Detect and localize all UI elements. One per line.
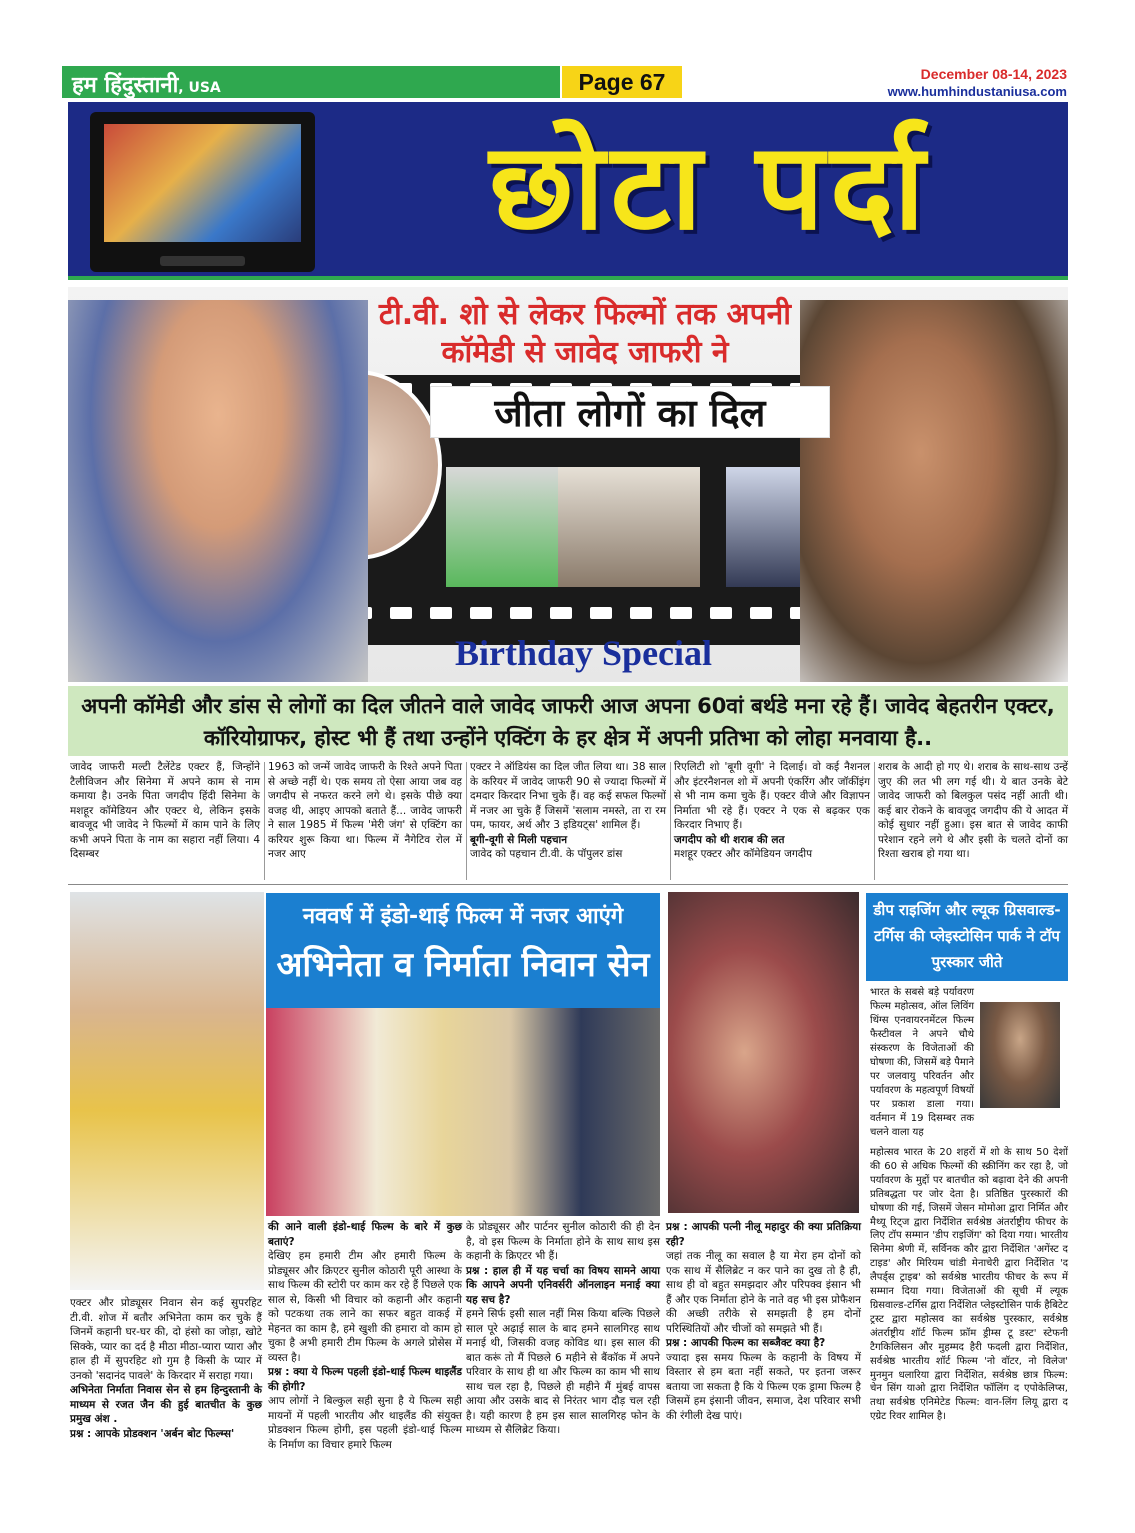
article-column: एक्टर ने ऑडियंस का दिल जीत लिया था। 38 साल के करियर में जावेद जाफरी 90 से ज्यादा फिल्मों में दमदार किरदार निभा चुके हैं। वह कई सफल फिल्मों में नजर आ चुके हैं जिसमें 'सलाम नमस्ते, ता रा रम पम, फायर, अर्थ और 3 इडियट्स' शामिल हैं। बूगी-वूगी से मिली पहचान जावेद को पहचान टी.वी. के पॉपुलर डांस	[470, 761, 666, 860]
article2-headline-main: अभिनेता व निर्माता निवान सेन	[276, 945, 650, 985]
group-photo	[266, 1008, 660, 1216]
subheading: बूगी-वूगी से मिली पहचान	[470, 833, 568, 846]
section-title: छोटा पर्दा	[489, 118, 931, 257]
article3-headline: डीप राइजिंग और ल्यूक ग्रिसवाल्ड-टर्गिस की प्लेइस्टोसिन पार्क ने टॉप पुरस्कार जीते	[866, 893, 1068, 981]
masthead-brand: हम हिंदुस्तानी, USA	[72, 73, 221, 98]
tv-stand	[160, 256, 245, 266]
article-column: शराब के आदी हो गए थे। शराब के साथ-साथ उन्हें जुए की लत भी लग गई थी। ये बात उनके बेटे जावेद जाफरी को बिलकुल पसंद नहीं आती थी। कई बार रोकने के बावजूद जगदीप की ये आदत में कोई सुधार नहीं हुआ। इस बात से जावेद काफी परेशान रहने लगे थे और इसी के चलते दोनों का रिश्ता खराब हो गया था।	[878, 761, 1068, 860]
birthday-special-tag: Birthday Special	[455, 633, 713, 673]
subheading: जगदीप को थी शराब की लत	[674, 833, 785, 846]
tv-illustration	[90, 112, 315, 272]
article-column: प्रश्न : आपकी पत्नी नीलू महादुर की क्या प्रतिक्रिया रही? जहां तक नीलू का सवाल है या मेरा हम दोनों को एक साथ में सैलिब्रेट न कर पाने का दुख तो है ही, साथ ही वो बहुत समझदार और परिपक्व इंसान भी हैं और एक निर्माता होने के नाते वह भी इस प्रोफैशन की अच्छी तरीके से समझती है हम दोनों परिस्थितियों और चीजों को समझते भी हैं। प्रश्न : आपकी फिल्म का सब्जैक्ट क्या है? ज्यादा इस समय फिल्म के कहानी के विषय में विस्तार से हम बता नहीं सकते, पर इतना जरूर बताया जा सकता है कि ये फिल्म एक ड्रामा फिल्म है जिसमें हम इंसानी जीवन, समाज, देश परिवार सभी की रंगीली देख पाएं।	[666, 1221, 861, 1422]
feature-headline-main: जीता लोगों का दिल	[430, 386, 830, 438]
website-link[interactable]: www.humhindustaniusa.com	[887, 84, 1067, 99]
feature-headline: टी.वी. शो से लेकर फिल्मों तक अपनी कॉमेडी से जावेद जाफरी ने	[378, 297, 792, 370]
article2-headline-top: नववर्ष में इंडो-थाई फिल्म में नजर आएंगे	[302, 904, 624, 929]
masthead-brand-bar	[62, 66, 560, 98]
jason-momoa-photo	[978, 1000, 1062, 1110]
article3-body: महोत्सव भारत के 20 शहरों में शो के साथ 50 देशों की 60 से अधिक फिल्मों की स्क्रीनिंग कर रहा है, जो पर्यावरण के मुद्दों पर बातचीत को बढ़ावा देने की अपनी प्रतिबद्धता पर जोर देता है। प्रतिष्ठित पुरस्कारों की घोषणा की गई, जिसमें जेसन मोमोआ द्वारा निर्मित और मैथ्यू रिट्ज द्वारा निर्देशित सर्वश्रेष्ठ अंतर्राष्ट्रीय फीचर के लिए टॉप सम्मान 'डीप राइजिंग' को दिया गया। भारतीय सिनेमा श्रेणी में, सर्विनक कौर द्वारा निर्देशित 'अगेंस्ट द टाइड' और मिरियम चांडी मेनाचेरी द्वारा निर्देशित 'द लैपर्ड्स ट्राइब' को सर्वश्रेष्ठ भारतीय फीचर के रूप में सम्मान दिया गया। विजेताओं की सूची में ल्यूक ग्रिसवाल्ड-टर्गिस द्वारा निर्देशित प्लेइस्टोसिन पार्क हैबिटेट ट्रस्ट द्वारा महोत्सव का सर्वश्रेष्ठ पुरस्कार, सर्वश्रेष्ठ अंतर्राष्ट्रीय शॉर्ट फिल्म फ्रॉम ड्रीम्स टू डस्ट' स्टेफनी टैगकिलिसन और मुहम्मद हैरी फदली द्वारा निर्देशित, सर्वश्रेष्ठ भारतीय शॉर्ट फिल्म 'नो वॉटर, नो विलेज' मुनमुन धलारिया द्वारा निर्देशित, सर्वश्रेष्ठ छात्र फिल्म: चेन सिंग याओ द्वारा निर्देशित फॉलिंग द एपोकेलिप्स, तथा सर्वश्रेष्ठ एनिमेटेड फिल्म: वान-लिंग लियू द्वारा द एग्रेट रिवर शामिल है।	[870, 1147, 1068, 1423]
article3-lead: भारत के सबसे बड़े पर्यावरण फिल्म महोत्सव, ऑल लिविंग थिंग्स एनवायरनमेंटल फिल्म फैस्टीवल ने अपने चौथे संस्करण के विजेताओं की घोषणा की, जिसमें बड़े पैमाने पर जलवायु परिवर्तन और पर्यावरण के महत्वपूर्ण विषयों पर प्रकाश डाला गया। वर्तमान में 19 दिसम्बर तक चलने वाला यह	[870, 987, 974, 1138]
feature-intro: अपनी कॉमेडी और डांस से लोगों का दिल जीतने वाले जावेद जाफरी आज अपना 60वां बर्थडे मना रहे हैं। जावेद बेहतरीन एक्टर, कॉरियोग्राफर, होस्ट भी हैं तथा उन्होंने एक्टिंग के हर क्षेत्र में अपनी प्रतिभा को लोहा मनवाया है..	[68, 686, 1068, 756]
article-column: एक्टर और प्रोड्यूसर निवान सेन कई सुपरहिट टी.वी. शोज में बतौर अभिनेता काम कर चुके हैं जिनमें कहानी घर-घर की, दो हंसो का जोड़ा, खोटे सिक्के, प्यार का दर्द है मीठा मीठा-प्यारा प्यारा और हाल ही में सुपरहिट शो गुम है किसी के प्यार में उनको 'सदानंद पावले' के किरदार में सराहा गया। अभिनेता निर्माता निवास सेन से हम हिन्दुस्तानी के माध्यम से रजत जैन की हुई बातचीत के कुछ प्रमुख अंश . प्रश्न : आपके प्रोडक्शन 'अर्बन बोट फिल्म्स'	[70, 1297, 262, 1440]
tv-screen-image	[104, 124, 301, 242]
article-column: जावेद जाफरी मल्टी टैलेंटेड एक्टर हैं, जिन्होंने टैलीविजन और सिनेमा में अपने काम से नाम कमाया है। उनके पिता जगदीप हिंदी सिनेमा के मशहूर कॉमेडियन और एक्टर थे, लेकिन इसके बावजूद भी जावेद ने फिल्मों में काम पाने के लिए कभी अपने पिता के नाम का सहारा नहीं लिया। 4 दिसम्बर	[70, 761, 260, 860]
article-column: की आने वाली इंडो-थाई फिल्म के बारे में कुछ बताएं? देखिए हम हमारी टीम और हमारी फिल्म के प्रोड्यूसर और क्रिएटर सुनील कोठारी पूरी आस्था के साथ फिल्म की स्टोरी पर काम कर रहे हैं पिछले एक साल से, किसी भी विचार को कहानी और कहानी को पटकथा तक लाने का सफर बहुत वाकई में मेहनत का काम है, हमे खुशी की हमारा वो काम हो चुका है अभी हमारी टीम फिल्म के अगले प्रोसेस में व्यस्त है। प्रश्न : क्या ये फिल्म पहली इंडो-थाई फिल्म थाइलैंड की होगी? आप लोगों ने बिल्कुल सही सुना है ये फिल्म सही मायनों में पहली भारतीय और थाइलैंड की संयुक्त प्रोडक्शन फिल्म होगी, इस पहली इंडो-थाई फिल्म के निर्माण का विचार हमारे फिल्म	[268, 1221, 462, 1451]
article-column: 1963 को जन्में जावेद जाफरी के रिश्ते अपने पिता से अच्छे नहीं थे। एक समय तो ऐसा आया जब वह जगदीप से नफरत करने लगे थे। इसके पीछे क्या वजह थी, आइए आपको बताते हैं... जावेद जाफरी ने साल 1985 में फिल्म 'मेरी जंग' से एक्टिंग का करियर शुरू किया था। फिल्म में नैगेटिव रोल में नजर आए	[268, 761, 462, 860]
article2-headline-box	[266, 893, 660, 1008]
article-column: रिएलिटी शो 'बूगी वूगी' ने दिलाई। वो कई नैशनल और इंटरनैशनल शो में अपनी एंकरिंग और जॉकींइंग से भी नाम कमा चुके हैं। एक्टर वीजे और विज्ञापन निर्माता भी रहे हैं। एक्टर ने एक से बढ़कर एक किरदार निभाए हैं। जगदीप को थी शराब की लत मशहूर एक्टर और कॉमेडियन जगदीप	[674, 761, 870, 860]
nivaan-sen-photo	[68, 890, 266, 1292]
couple-photo	[666, 890, 861, 1215]
film-frame-photo	[558, 467, 700, 587]
page-number: Page 67	[562, 66, 682, 98]
issue-date: December 08-14, 2023	[920, 66, 1067, 82]
article-column: के प्रोड्यूसर और पार्टनर सुनील कोठारी की ही देन है, वो इस फिल्म के निर्माता होने के साथ साथ इस कहानी के क्रिएटर भी हैं। प्रश्न : हाल ही में यह चर्चा का विषय सामने आया कि आपने अपनी एनिवर्सरी ऑनलाइन मनाई क्या यह सच है? हमने सिर्फ इसी साल नहीं मिस किया बल्कि पिछले साल पूरे अढ़ाई साल के बाद हमने सालगिरह साथ मनाई थी, जिसकी वजह कोविड था। इस साल की बात करूं तो मैं पिछले 6 महीने से बैंकॉक में अपने परिवार के साथ ही था और फिल्म का काम भी साथ साथ चल रहा है, पिछले ही महीने मैं मुंबई वापस आया और उसके बाद से निरंतर भाग दौड़ चल रही है। यही कारण है हम इस साल सालगिरह फोन के माध्यम से सैलिब्रेट किया।	[466, 1221, 660, 1436]
